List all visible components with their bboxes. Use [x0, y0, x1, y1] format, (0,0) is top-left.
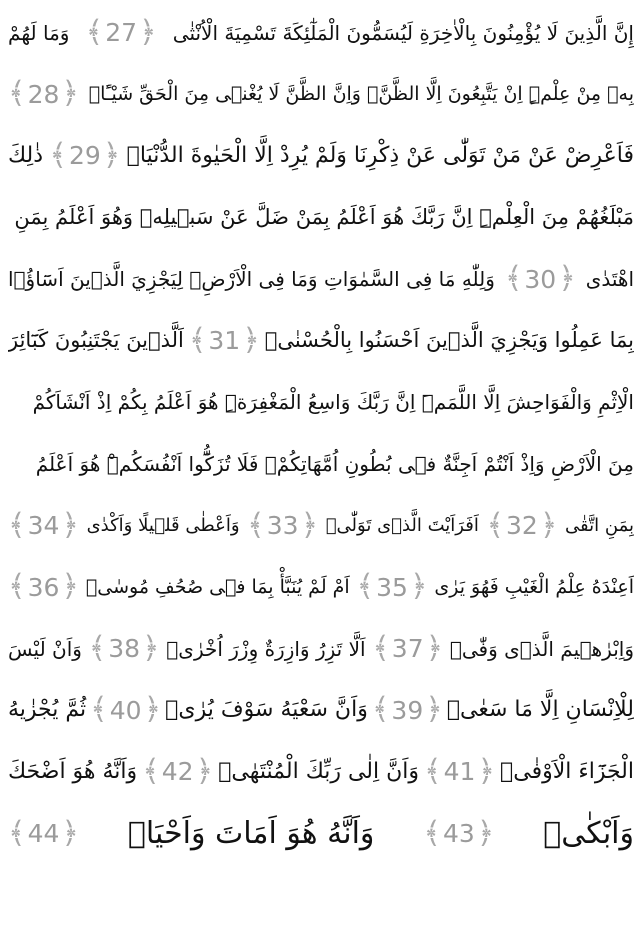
ayah-number: ﴿ 39: [391, 695, 424, 725]
ayah-marker-ornament: [372, 631, 443, 667]
verse-text: ثُمَّ يُجْزٰيهُ: [8, 697, 87, 723]
ayah-number: ﴿ 42: [161, 757, 194, 787]
verse-text: الْجَزَٓاءَ الْاَوْفٰىۙ: [500, 758, 634, 784]
verse-line: [8, 433, 634, 495]
ayah-marker-ornament: [8, 569, 79, 605]
ayah-marker-ornament: [8, 816, 79, 852]
verse-text: لِلْاِنْسَانِ اِلَّا مَا سَعٰىۙ: [446, 697, 634, 723]
verse-text: اَمْ لَمْ يُنَبَّأْ بِمَا فٖى صُحُفِ مُوسٰىۙ: [85, 575, 350, 598]
verse-text: مَبْلَغُهُمْ مِنَ الْعِلْمِۜ اِنَّ رَبَّكَ هُوَ اَعْلَمُ بِمَنْ ضَلَّ عَنْ سَبٖيلِهٖ وَهُوَ اَعْلَمُ بِمَنِ: [14, 205, 634, 230]
verse-text: اَلَّا تَزِرُ وَازِرَةٌ وِزْرَ اُخْرٰىۙ: [166, 636, 366, 661]
ayah-number: ﴿ 30: [524, 264, 557, 294]
ayah-marker-ornament: [142, 754, 213, 790]
verse-line: [8, 187, 634, 249]
ayah-number: ﴿ 41: [443, 757, 476, 787]
verse-line: [8, 495, 634, 557]
ayah-number: ﴿ 44: [27, 819, 60, 849]
verse-text: اَعِنْدَهُ عِلْمُ الْغَيْبِ فَهُوَ يَرٰى: [434, 575, 634, 598]
ayah-number: ﴿ 28: [27, 79, 60, 109]
verse-text: إِنَّ الَّذِينَ لَا يُؤْمِنُونَ بِالْاٰخِرَةِ لَيُسَمُّونَ الْمَلٰٓئِكَةَ تَسْمِيَةَ الْاُنْثٰى: [172, 20, 634, 45]
ayah-number: ﴿ 40: [109, 695, 142, 725]
ayah-marker-ornament: [8, 76, 79, 112]
verse-line: [8, 248, 634, 310]
ayah-marker-ornament: [8, 508, 79, 544]
verse-text: وَاَنَّهُ هُوَ اَضْحَكَ: [8, 758, 138, 784]
verse-text: اَلَّذٖينَ يَجْتَنِبُونَ كَبَٓائِرَ: [8, 328, 184, 353]
verse-line: [8, 125, 634, 187]
ayah-marker-ornament: [357, 569, 428, 605]
verse-text: الْاِثْمِ وَالْفَوَاحِشَ اِلَّا اللَّمَمَۜ اِنَّ رَبَّكَ وَاسِعُ الْمَغْفِرَةِۜ هُوَ اَعْلَمُ بِكُمْ اِذْ اَنْشَاَكُمْ: [32, 390, 634, 415]
verse-text: اهْتَدٰى: [585, 267, 634, 292]
verse-text: وَمَا لَهُمْ: [8, 20, 70, 45]
verse-line: [8, 680, 634, 742]
ayah-marker-ornament: [247, 508, 318, 544]
verse-text: بِهٖ مِنْ عِلْمٍۜ اِنْ يَتَّبِعُونَ اِلَّا الظَّنَّۚ وَاِنَّ الظَّنَّ لَا يُغْنٖى مِنَ الْحَقِّ شَيْـًٔاۚ: [88, 82, 634, 105]
verse-text: وَلِلّٰهِ مَا فِى السَّمٰوَاتِ وَمَا فِى الْاَرْضِۙ لِيَجْزِيَ الَّذٖينَ اَسَٓاؤُ۫ا: [8, 267, 495, 292]
verse-text: مِنَ الْاَرْضِ وَاِذْ اَنْتُمْ اَجِنَّةٌ فٖى بُطُونِ اُمَّهَاتِكُمْۚ فَلَا تُزَكُّٓوا اَنْفُسَكُمْۜ هُوَ اَعْلَمُ: [35, 451, 634, 476]
verse-line: [8, 741, 634, 803]
ayah-marker-ornament: [49, 138, 120, 174]
ayah-number: ﴿ 36: [27, 572, 60, 602]
verse-text: بِمَنِ اتَّقٰى: [565, 514, 634, 536]
verse-text: اَفَرَاَيْتَ الَّذٖى تَوَلّٰىۙ: [325, 514, 479, 536]
ayah-number: ﴿ 33: [266, 511, 299, 541]
verse-text: ذٰلِكَ: [8, 142, 44, 168]
verse-text: وَاَنْ لَيْسَ: [8, 636, 82, 661]
ayah-number: ﴿ 43: [442, 819, 475, 849]
verse-text: بِمَا عَمِلُوا وَيَجْزِيَ الَّذٖينَ اَحْسَنُوا بِالْحُسْنٰىۚ: [264, 328, 634, 353]
ayah-marker-ornament: [372, 692, 443, 728]
ayah-marker-ornament: [505, 261, 576, 297]
verse-text: وَاَنَّهُ هُوَ اَمَاتَ وَاَحْيَاۙ: [127, 815, 375, 851]
verse-text: وَاَبْكٰىۙ: [543, 815, 634, 851]
verse-line: [8, 2, 634, 64]
verse-line: [8, 803, 634, 865]
ayah-number: ﴿ 31: [208, 326, 241, 356]
verse-text: وَاَعْطٰى قَلٖيلًا وَاَكْدٰى: [86, 514, 240, 536]
ayah-marker-ornament: [90, 692, 161, 728]
ayah-marker-ornament: [89, 631, 160, 667]
ayah-number: ﴿ 37: [391, 634, 424, 664]
verse-line: [8, 372, 634, 434]
verse-text: وَاَنَّ اِلٰى رَبِّكَ الْمُنْتَهٰىۙ: [218, 758, 420, 784]
ayah-marker-ornament: [189, 323, 260, 359]
ayah-number: ﴿ 35: [376, 572, 408, 602]
ayah-number: ﴿ 38: [108, 634, 141, 664]
verse-line: [8, 618, 634, 680]
ayah-marker-ornament: [86, 15, 157, 51]
ayah-number: ﴿ 32: [506, 511, 538, 541]
ayah-number: ﴿ 27: [105, 18, 138, 48]
verse-text: فَاَعْرِضْ عَنْ مَنْ تَوَلّٰى عَنْ ذِكْرِنَا وَلَمْ يُرِدْ اِلَّا الْحَيٰوةَ الدُّنْيَاۜ: [126, 142, 634, 168]
ayah-marker-ornament: [424, 754, 495, 790]
verse-line: [8, 64, 634, 126]
verse-text: وَاَنَّ سَعْيَهُ سَوْفَ يُرٰىۖ: [165, 697, 368, 723]
ayah-number: ﴿ 29: [68, 141, 101, 171]
verse-line: [8, 310, 634, 372]
ayah-marker-ornament: [423, 816, 494, 852]
ayah-marker-ornament: [486, 508, 557, 544]
verse-text: وَاِبْرٰهٖيمَ الَّذٖى وَفّٰىۙ: [449, 636, 634, 661]
verse-line: [8, 556, 634, 618]
ayah-number: ﴿ 34: [27, 511, 60, 541]
